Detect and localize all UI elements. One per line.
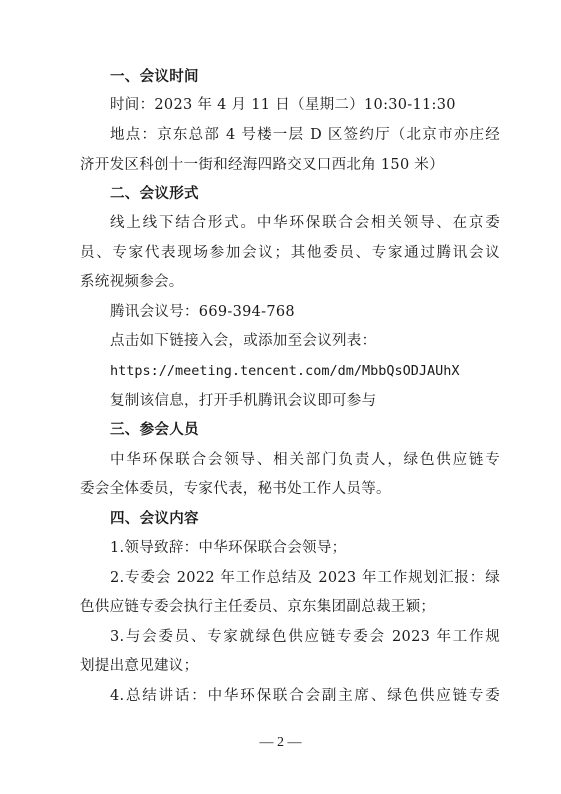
join-instruction: 点击如下链接入会，或添加至会议列表：	[110, 333, 377, 349]
copy-instruction: 复制该信息，打开手机腾讯会议即可参与	[110, 393, 377, 409]
meeting-location-line-1: 地点：京东总部 4 号楼一层 D 区签约厅（北京市亦庄经	[110, 127, 500, 143]
meeting-time-text: 时间：2023 年 4 月 11 日（星期二）10:30-11:30	[110, 97, 456, 113]
meeting-format-para-line-3: 系统视频参会。	[80, 274, 184, 290]
section-heading-attendees: 三、参会人员	[110, 421, 199, 438]
meeting-link[interactable]: https://meeting.tencent.com/dm/MbbQsODJAUhX	[110, 363, 460, 379]
agenda-item-4-line-1: 4.总结讲话：中华环保联合会副主席、绿色供应链专委	[110, 688, 500, 704]
agenda-item-1: 1.领导致辞：中华环保联合会领导；	[110, 540, 347, 556]
meeting-location-line-2: 济开发区科创十一街和经海四路交叉口西北角 150 米）	[80, 157, 444, 173]
page-number: — 2 —	[259, 735, 302, 750]
agenda-item-3-line-1: 3.与会委员、专家就绿色供应链专委会 2023 年工作规	[110, 629, 500, 645]
meeting-format-para-line-2: 员、专家代表现场参加会议；其他委员、专家通过腾讯会议	[80, 245, 500, 261]
agenda-item-2-line-1: 2.专委会 2022 年工作总结及 2023 年工作规划汇报：绿	[110, 570, 500, 586]
agenda-item-2-line-2: 色供应链专委会执行主任委员、京东集团副总裁王颖；	[80, 599, 436, 615]
tencent-meeting-id: 腾讯会议号：669-394-768	[110, 304, 295, 320]
section-heading-meeting-time: 一、会议时间	[110, 68, 199, 85]
agenda-item-3-line-2: 划提出意见建议；	[80, 658, 199, 674]
attendees-para-line-2: 委会全体委员，专家代表，秘书处工作人员等。	[80, 481, 391, 497]
section-heading-agenda: 四、会议内容	[110, 510, 199, 527]
section-heading-meeting-format: 二、会议形式	[110, 185, 199, 202]
meeting-format-para-line-1: 线上线下结合形式。中华环保联合会相关领导、在京委	[110, 215, 500, 231]
attendees-para-line-1: 中华环保联合会领导、相关部门负责人，绿色供应链专	[110, 452, 500, 468]
